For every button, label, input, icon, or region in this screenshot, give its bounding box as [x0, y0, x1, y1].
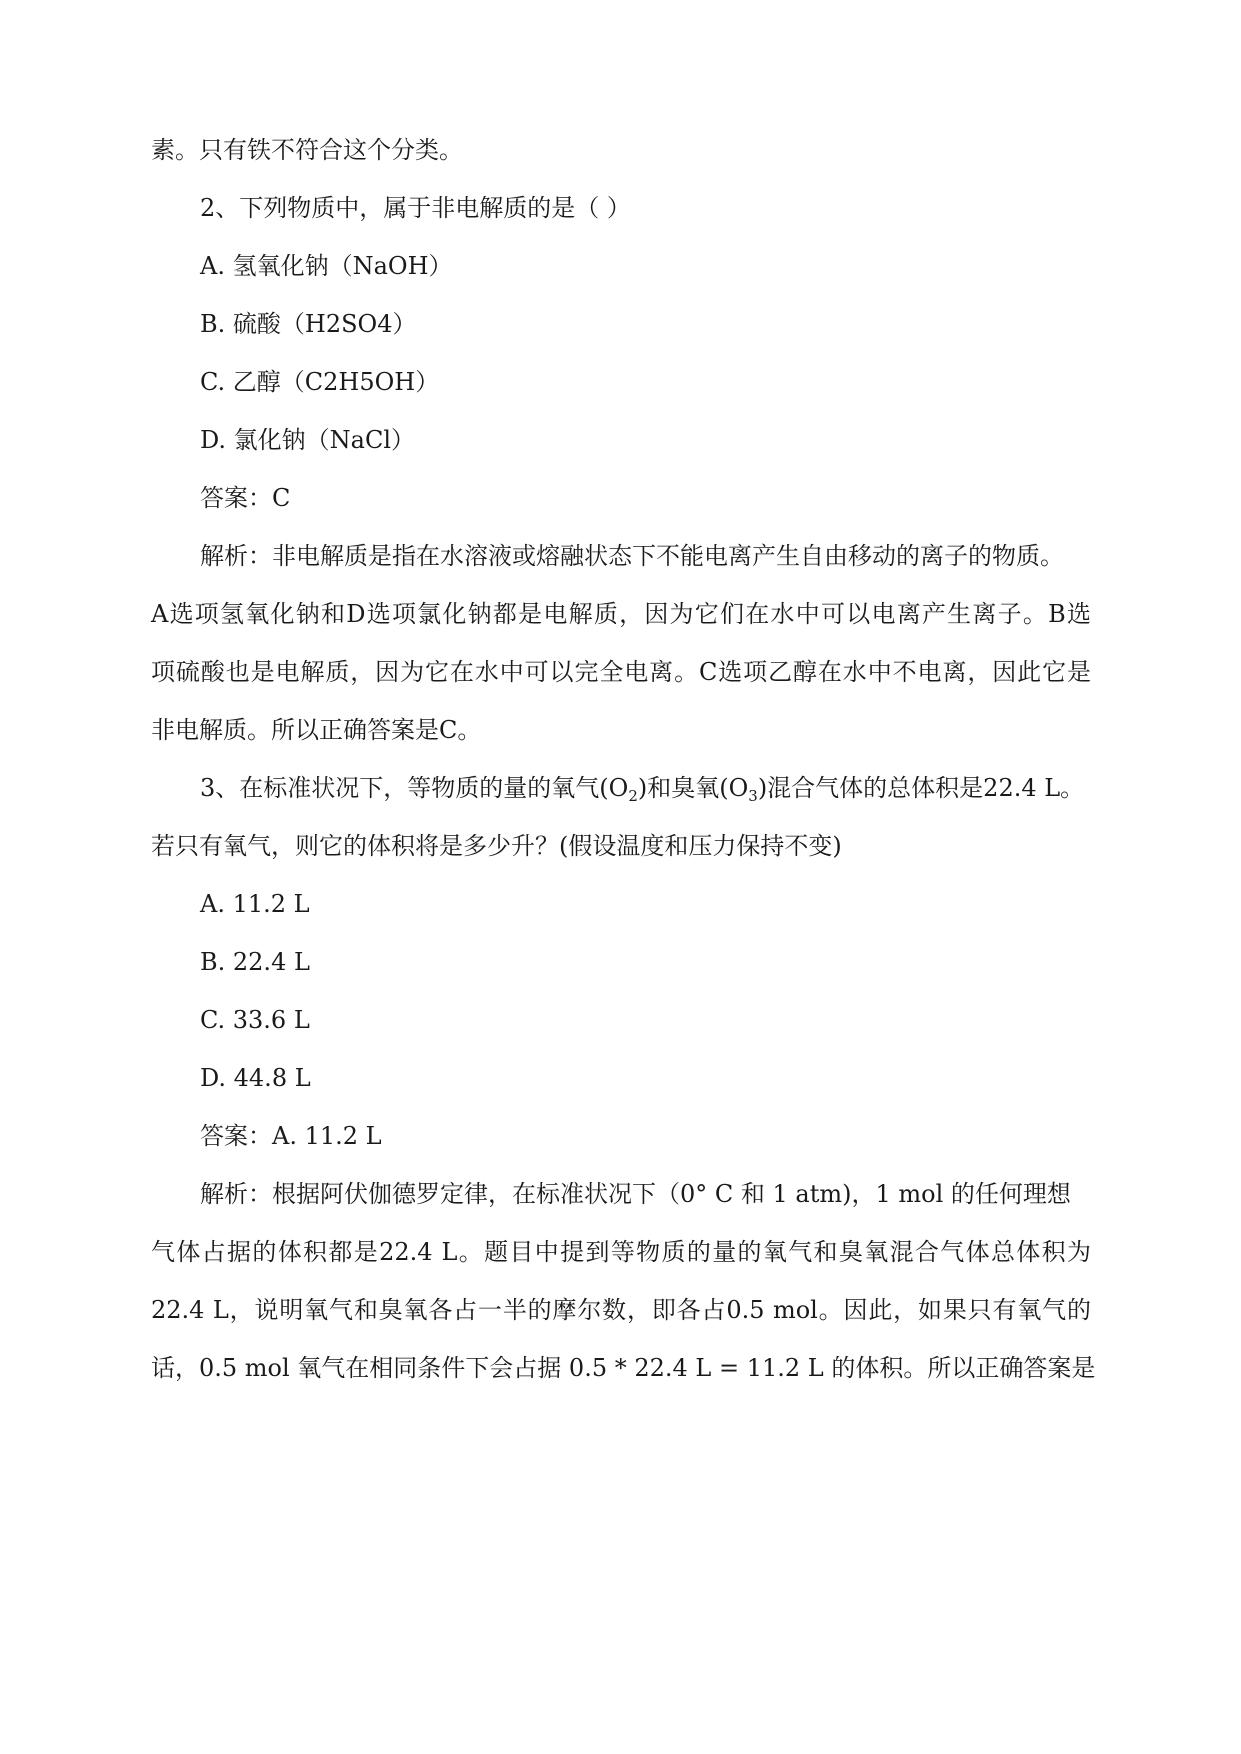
question-2-option-b: B. 硫酸（H2SO4） — [200, 310, 417, 338]
question-2-option-d: D. 氯化钠（NaCl） — [200, 426, 415, 454]
question-3-option-a: A. 11.2 L — [200, 890, 310, 918]
stem-text: 3、在标准状况下，等物质的量的氧气(O — [200, 774, 629, 802]
question-3-option-b: B. 22.4 L — [200, 948, 310, 976]
question-3-option-d: D. 44.8 L — [200, 1064, 311, 1092]
text-line: 素。只有铁不符合这个分类。 — [151, 136, 463, 164]
question-2-explanation-line: 项硫酸也是电解质，因为它在水中可以完全电离。C选项乙醇在水中不电离，因此它是 — [151, 658, 1091, 686]
question-3-stem-line-2: 若只有氧气，则它的体积将是多少升？(假设温度和压力保持不变) — [151, 832, 842, 860]
question-2-explanation-line: 解析：非电解质是指在水溶液或熔融状态下不能电离产生自由移动的离子的物质。 — [200, 542, 1064, 570]
stem-text: )和臭氧(O — [637, 774, 749, 802]
question-2-explanation-line: A选项氢氧化钠和D选项氯化钠都是电解质，因为它们在水中可以电离产生离子。B选 — [151, 600, 1091, 628]
subscript: 2 — [628, 787, 638, 805]
question-3-explanation-line: 话，0.5 mol 氧气在相同条件下会占据 0.5 * 22.4 L = 11.2 L 的体积。所以正确答案是 — [151, 1354, 1096, 1382]
question-2-explanation-line: 非电解质。所以正确答案是C。 — [151, 716, 482, 744]
question-3-stem — [200, 772, 1084, 805]
subscript: 3 — [748, 787, 758, 805]
question-3-answer: 答案：A. 11.2 L — [200, 1122, 382, 1150]
question-3-explanation-line: 气体占据的体积都是22.4 L。题目中提到等物质的量的氧气和臭氧混合气体总体积为 — [151, 1238, 1091, 1266]
question-2-option-c: C. 乙醇（C2H5OH） — [200, 368, 440, 396]
stem-text: )混合气体的总体积是22.4 L。 — [757, 774, 1085, 802]
question-3-option-c: C. 33.6 L — [200, 1006, 310, 1034]
question-2-stem: 2、下列物质中，属于非电解质的是（ ） — [200, 194, 631, 222]
question-3-explanation-line: 解析：根据阿伏伽德罗定律，在标准状况下（0° C 和 1 atm)，1 mol 的任何理想 — [200, 1180, 1071, 1208]
question-3-explanation-line: 22.4 L，说明氧气和臭氧各占一半的摩尔数，即各占0.5 mol。因此，如果只有氧气的 — [151, 1296, 1091, 1324]
question-2-option-a: A. 氢氧化钠（NaOH） — [200, 252, 453, 280]
question-2-answer: 答案：C — [200, 484, 291, 512]
